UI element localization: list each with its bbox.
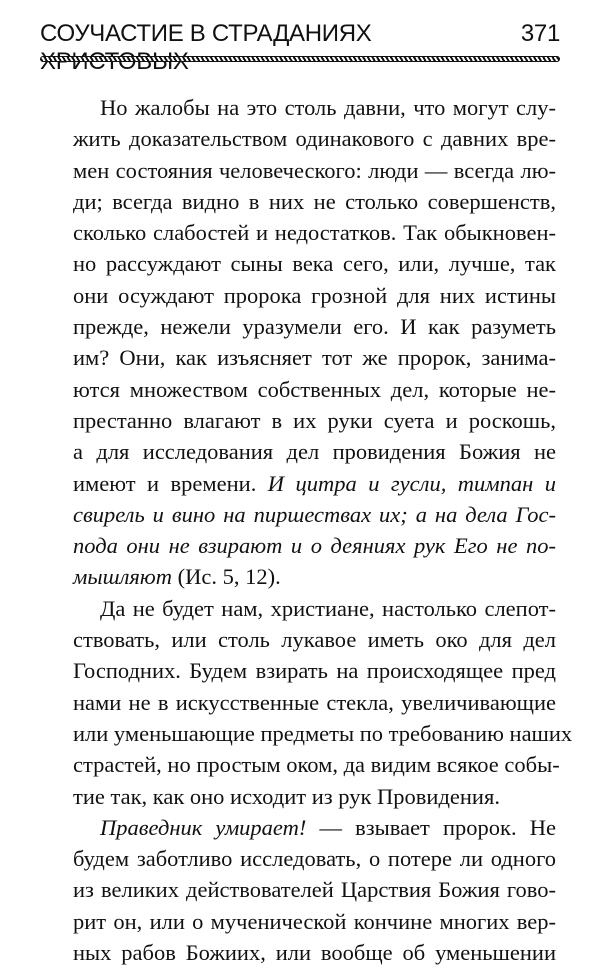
text-segment: престанно влагают в их руки суета и роскошь, <box>73 407 556 433</box>
text-line <box>73 874 556 905</box>
text-segment: Но жалобы на это столь давни, что могут слу- <box>100 95 556 120</box>
text-segment: а для исследования дел провидения Божия не <box>73 439 556 465</box>
text-line <box>73 843 556 874</box>
text-segment: имеют и времени. <box>73 470 268 496</box>
paragraph <box>73 92 556 593</box>
text-segment: или уменьшающие предметы по требованию наших <box>73 720 573 746</box>
text-segment: ных рабов Божиих, или вообще об уменьшении <box>73 940 556 966</box>
header-title: СОУЧАСТИЕ В СТРАДАНИЯХ <box>40 20 372 47</box>
text-segment: (Ис. 5, 12). <box>171 564 281 590</box>
paragraph <box>73 593 573 812</box>
page-body <box>73 92 573 968</box>
text-segment: — взывает пророк. Не <box>306 814 556 840</box>
text-segment: рит он, или о мученической кончине многих вер- <box>73 908 556 934</box>
paragraph <box>73 812 556 968</box>
text-segment: они осуждают пророка грозной для них истины <box>73 282 556 308</box>
text-segment: сколько слабостей и недостатков. Так обыкновен- <box>73 220 556 246</box>
text-line <box>73 280 556 311</box>
decorative-rope-rule <box>40 56 560 62</box>
text-line <box>73 468 556 499</box>
text-line <box>73 624 556 655</box>
text-segment: но рассуждают сыны века сего, или, лучше, так <box>73 251 556 277</box>
text-line <box>73 937 556 968</box>
text-segment: ются множеством собственных дел, которые не- <box>73 376 556 402</box>
text-line <box>73 436 556 467</box>
text-segment: будем заботливо исследовать, о потере ли одного <box>73 846 556 872</box>
text-segment: тие так, как оно исходит из рук Провидения. <box>73 783 500 809</box>
italic-quote: свирель и вино на пиршествах их; а на дела Гос- <box>73 501 556 527</box>
text-line <box>73 749 560 780</box>
italic-quote: пода они не взирают и о деяниях рук Его не по- <box>73 533 556 559</box>
text-line <box>73 687 556 718</box>
text-line <box>73 217 556 248</box>
text-line <box>73 248 556 279</box>
text-segment: страстей, но простым оком, да видим всякое собы- <box>73 752 560 778</box>
italic-quote: мышляют <box>73 564 172 590</box>
text-line <box>73 781 556 812</box>
text-line <box>73 718 573 749</box>
text-line <box>73 92 556 123</box>
text-line <box>73 405 556 436</box>
italic-quote: Праведник умирает! <box>100 814 307 840</box>
text-line <box>73 530 556 561</box>
text-line <box>73 655 556 686</box>
text-segment: ди; всегда видно в них не столько совершенств, <box>73 188 556 214</box>
text-segment: мен состояния человеческого: люди — всегда лю- <box>73 157 556 183</box>
text-segment: Господних. Будем взирать на происходящее пред <box>73 658 556 684</box>
text-segment: Да не будет нам, христиане, настолько слепот- <box>100 595 556 621</box>
text-segment: им? Они, как изъясняет тот же пророк, занима- <box>73 345 556 371</box>
running-header <box>40 20 560 50</box>
text-line <box>73 906 556 937</box>
text-line <box>73 186 556 217</box>
italic-quote: И цитра и гусли, тимпан и <box>267 470 556 496</box>
text-segment: ствовать, или столь лукавое иметь око для дел <box>73 627 556 653</box>
text-segment: нами не в искусственные стекла, увеличивающие <box>73 689 556 715</box>
text-line <box>73 123 556 154</box>
text-segment: прежде, нежели уразумели его. И как разуметь <box>73 314 556 340</box>
text-line <box>73 593 556 624</box>
text-segment: из великих действователей Царствия Божия гово- <box>73 877 556 903</box>
text-line <box>73 374 556 405</box>
text-line <box>73 812 556 843</box>
text-line <box>73 342 556 373</box>
text-segment: жить доказательством одинакового с давних вре- <box>73 126 556 152</box>
text-line <box>73 561 556 592</box>
text-line <box>73 155 556 186</box>
text-line <box>73 311 556 342</box>
text-line <box>73 499 556 530</box>
page-number: 371 <box>520 20 560 47</box>
